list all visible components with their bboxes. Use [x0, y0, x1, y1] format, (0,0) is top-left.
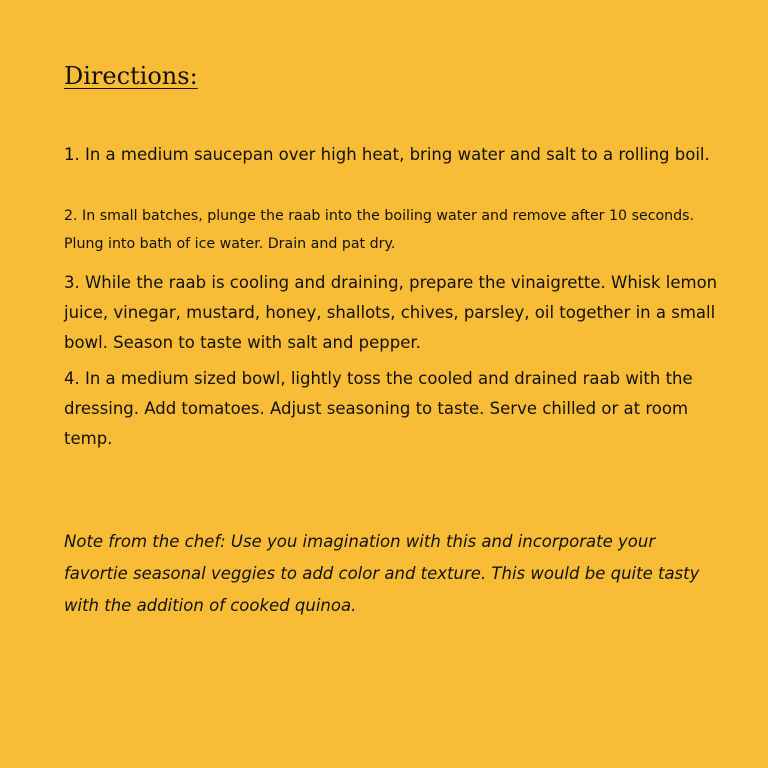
direction-step-1: 1. In a medium saucepan over high heat, bring water and salt to a rolling boil.: [64, 145, 710, 164]
direction-step-3: 3. While the raab is cooling and draining, prepare the vinaigrette. Whisk lemon juice, vinegar, mustard, honey, shallots, chives, parsley, oil together in a small bowl. Season to taste with salt and pepper.: [64, 273, 718, 352]
chef-note: Note from the chef: Use you imagination with this and incorporate your favortie seasonal veggies to add color and texture. This would be quite tasty with the addition of cooked quinoa.: [64, 532, 700, 615]
direction-step-4: 4. In a medium sized bowl, lightly toss the cooled and drained raab with the dressing. Add tomatoes. Adjust seasoning to taste. Serve chilled or at room temp.: [64, 369, 693, 448]
directions-heading: Directions:: [64, 62, 198, 90]
direction-step-2: 2. In small batches, plunge the raab into the boiling water and remove after 10 seconds. Plung into bath of ice water. Drain and pat dry.: [64, 208, 695, 252]
